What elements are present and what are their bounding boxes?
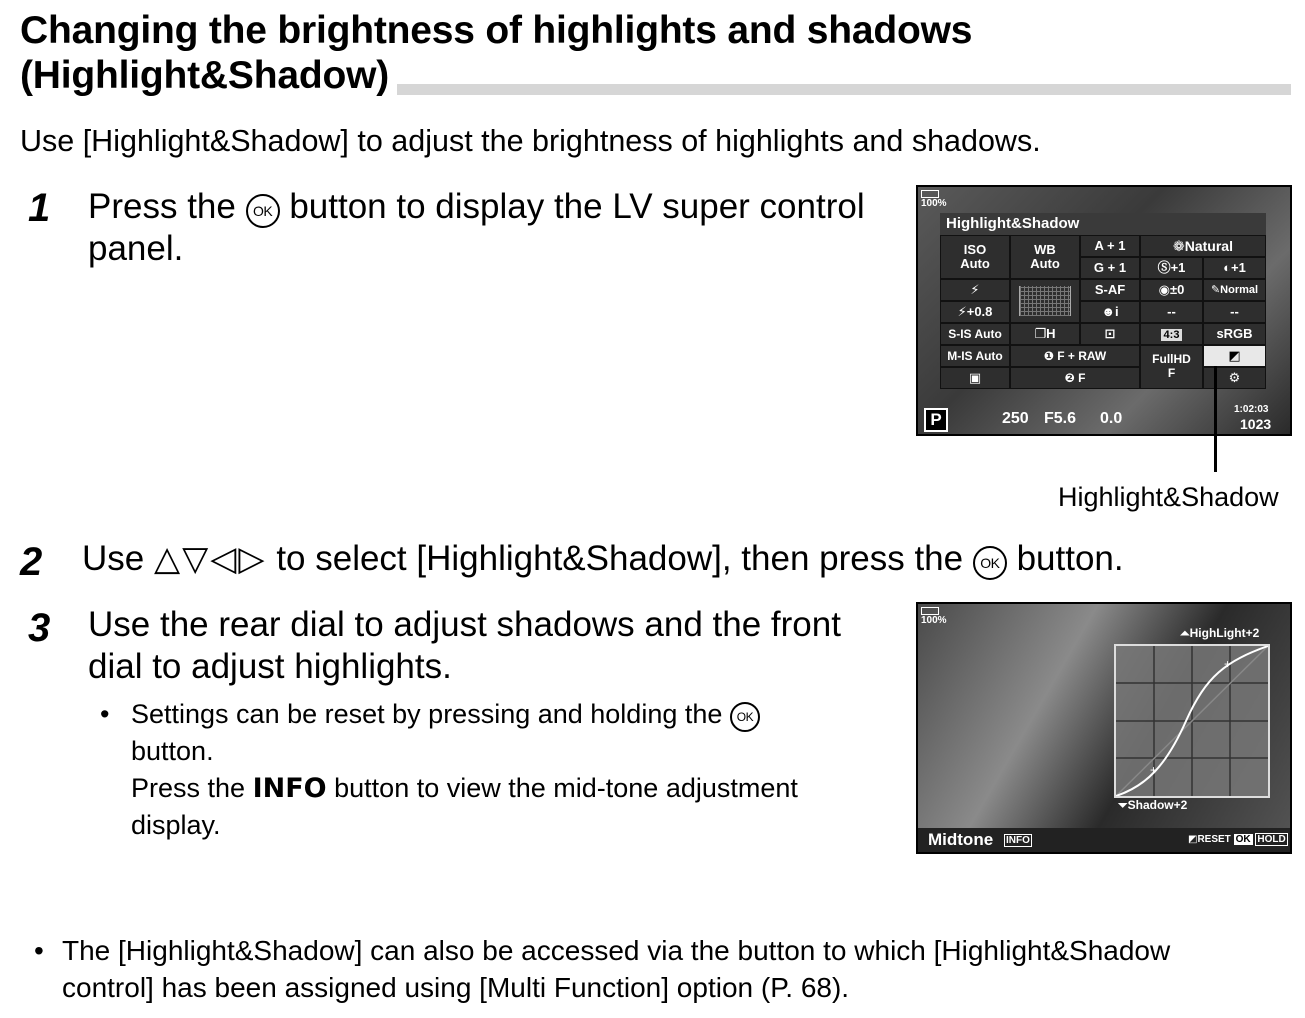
step-3-line1: Use the rear dial to adjust shadows and the front xyxy=(88,605,841,644)
iso-value: Auto xyxy=(960,256,990,271)
card-2-icon: ❷ xyxy=(1064,371,1075,385)
video-quality-value: FullHD xyxy=(1152,352,1191,366)
recording-time: 1:02:03 xyxy=(1234,404,1269,415)
card2-quality-value: F xyxy=(1078,371,1086,385)
card1-quality-cell[interactable] xyxy=(1010,345,1140,367)
empty-cell-1[interactable]: -- xyxy=(1140,301,1203,323)
metering-cell[interactable] xyxy=(1080,323,1140,345)
contrast-value: +1 xyxy=(1231,260,1246,275)
lv-super-control-panel-screen xyxy=(916,185,1292,436)
battery-level: 100% xyxy=(921,198,947,209)
reset-hint xyxy=(1188,834,1288,845)
highlight-value xyxy=(1180,626,1259,641)
super-control-panel xyxy=(940,213,1266,389)
bullet-text-c: Press the xyxy=(131,773,246,803)
ok-button-icon: OK xyxy=(973,546,1007,580)
stabilizer-still-cell[interactable]: S-IS Auto xyxy=(940,323,1010,345)
gear-icon: ⚙ xyxy=(1228,370,1241,385)
step-3-text xyxy=(88,604,888,688)
tone-curve-svg xyxy=(1116,646,1268,796)
video-quality-cell[interactable] xyxy=(1140,345,1203,389)
shadow-marker: + xyxy=(1150,763,1158,777)
step-2-text xyxy=(82,538,1124,580)
gradation-value: Normal xyxy=(1220,284,1259,296)
highlight-icon: ⏶ xyxy=(1180,626,1190,640)
flash-comp-cell[interactable]: ⚡+0.8 xyxy=(940,301,1010,323)
wb-label: WB xyxy=(1034,242,1056,257)
contrast-cell[interactable] xyxy=(1203,257,1266,279)
face-icon: ☻ xyxy=(1101,304,1116,319)
gradation-cell[interactable] xyxy=(1203,279,1266,301)
wb-cell[interactable] xyxy=(1010,235,1080,279)
bullet-text-a: Settings can be reset by pressing and holding the xyxy=(131,699,723,729)
step-2-text-a: Use xyxy=(82,539,145,578)
bullet-dot: • xyxy=(100,699,110,729)
highlight-shadow-icon: ◩ xyxy=(1228,348,1241,363)
picture-mode-cell[interactable] xyxy=(1140,235,1266,257)
battery-icon xyxy=(921,190,939,198)
gradation-icon: ✎ xyxy=(1210,284,1221,296)
status-bar xyxy=(918,404,1290,434)
step-2-number: 2 xyxy=(20,540,43,584)
battery-level: 100% xyxy=(921,615,947,626)
drive-icon: ❐ xyxy=(1034,326,1047,341)
shutter-speed: 250 xyxy=(1002,410,1029,427)
step-2-text-c: button. xyxy=(1016,539,1124,578)
wb-g-cell[interactable]: G + 1 xyxy=(1080,257,1140,279)
settings-cell[interactable] xyxy=(1203,367,1266,389)
battery-indicator-2 xyxy=(921,607,947,626)
step-1-text-a: Press the xyxy=(88,187,236,226)
aperture: F5.6 xyxy=(1044,410,1077,427)
sharpness-value: +1 xyxy=(1170,260,1186,275)
step-3-bullet xyxy=(131,696,891,844)
shadow-label: Shadow+2 xyxy=(1127,798,1188,812)
wb-value: Auto xyxy=(1030,256,1060,271)
shots-remaining: 1023 xyxy=(1240,416,1272,432)
card2-quality-cell[interactable] xyxy=(1010,367,1140,389)
info-button-label: INFO xyxy=(252,773,327,804)
tone-curve-graph[interactable] xyxy=(1114,644,1270,798)
midtone-label: Midtone xyxy=(928,830,994,849)
af-grid-icon xyxy=(1019,286,1071,316)
tone-curve-screen xyxy=(916,602,1292,854)
battery-icon xyxy=(921,607,939,615)
saturation-value: ±0 xyxy=(1169,282,1185,297)
title-line2: (Highlight&Shadow) xyxy=(20,54,397,97)
note-bullet: • xyxy=(34,935,44,966)
video-quality-sub: F xyxy=(1167,366,1176,380)
arrow-keys-icon: △▽◁▷ xyxy=(153,540,267,578)
af-area-cell[interactable] xyxy=(1010,279,1080,323)
shadow-icon: ⏷ xyxy=(1118,798,1128,812)
picture-mode-value: Natural xyxy=(1184,238,1233,254)
hold-label: HOLD xyxy=(1257,834,1286,845)
iso-label: ISO xyxy=(963,242,987,257)
step-1-number: 1 xyxy=(28,186,51,230)
step-3-number: 3 xyxy=(28,606,51,650)
card-slot-icon: ▣ xyxy=(968,370,982,385)
wb-a-cell[interactable]: A + 1 xyxy=(1080,235,1140,257)
exposure-comp: 0.0 xyxy=(1100,410,1123,427)
drive-mode-cell[interactable] xyxy=(1010,323,1080,345)
metering-icon: ⊡ xyxy=(1104,326,1116,341)
highlight-shadow-cell[interactable] xyxy=(1203,345,1266,367)
saturation-icon: ◉ xyxy=(1158,282,1170,297)
aspect-value: 4:3 xyxy=(1161,329,1183,341)
callout-line xyxy=(1214,366,1217,472)
saturation-cell[interactable] xyxy=(1140,279,1203,301)
stabilizer-movie-cell[interactable]: M-IS Auto xyxy=(940,345,1010,367)
card-1-icon: ❶ xyxy=(1043,349,1054,363)
drive-value: H xyxy=(1046,326,1056,341)
ok-button-icon: OK xyxy=(246,194,280,228)
intro-text: Use [Highlight&Shadow] to adjust the brightness of highlights and shadows. xyxy=(20,124,1041,158)
panel-title: Highlight&Shadow xyxy=(940,213,1266,235)
highlight-label: HighLight+2 xyxy=(1189,626,1260,640)
face-priority-cell[interactable] xyxy=(1080,301,1140,323)
tone-bottom-bar xyxy=(918,828,1290,852)
step-1-text-c: panel. xyxy=(88,229,184,268)
info-tag[interactable]: INFO xyxy=(1006,835,1030,846)
empty-cell-2[interactable]: -- xyxy=(1203,301,1266,323)
card-slot-cell[interactable] xyxy=(940,367,1010,389)
bullet-text-b: button. xyxy=(131,736,214,766)
sharpness-cell[interactable] xyxy=(1140,257,1203,279)
flash-mode-cell[interactable]: ⚡ xyxy=(940,279,1010,301)
face-priority-value: i xyxy=(1115,304,1119,319)
shadow-value xyxy=(1118,798,1187,813)
ok-hold-label: OK xyxy=(1235,834,1251,845)
note-line2: control] has been assigned using [Multi Function] option (P. 68). xyxy=(62,972,850,1003)
focus-mode-cell[interactable]: S-AF xyxy=(1080,279,1140,301)
contrast-icon: ◐ xyxy=(1223,260,1232,275)
note-text xyxy=(62,932,1292,1006)
note-line1: The [Highlight&Shadow] can also be accessed via the button to which [Highlight&Shadow xyxy=(62,935,1171,966)
step-1-text xyxy=(88,186,888,270)
step-2-text-b: to select [Highlight&Shadow], then press the xyxy=(276,539,964,578)
bullet-text-d: button to view the mid-tone adjustment xyxy=(334,773,798,803)
card1-quality-value: F + RAW xyxy=(1057,349,1107,363)
aspect-cell[interactable] xyxy=(1140,323,1203,345)
title-line1: Changing the brightness of highlights and shadows xyxy=(20,9,973,52)
step-3-line2: dial to adjust highlights. xyxy=(88,647,452,686)
reset-label: RESET xyxy=(1197,834,1231,845)
ok-button-icon: OK xyxy=(730,702,760,732)
reset-icon: ◩ xyxy=(1188,834,1198,845)
color-space-cell[interactable]: sRGB xyxy=(1203,323,1266,345)
sharpness-icon: Ⓢ xyxy=(1157,260,1171,275)
battery-indicator xyxy=(921,190,947,209)
picture-mode-icon: ❁ xyxy=(1173,238,1185,254)
highlight-marker: + xyxy=(1224,657,1232,671)
iso-cell[interactable] xyxy=(940,235,1010,279)
shooting-mode: P xyxy=(924,408,948,432)
callout-label: Highlight&Shadow xyxy=(1058,482,1279,512)
step-1-text-b: button to display the LV super control xyxy=(289,187,865,226)
bullet-text-e: display. xyxy=(131,810,221,840)
